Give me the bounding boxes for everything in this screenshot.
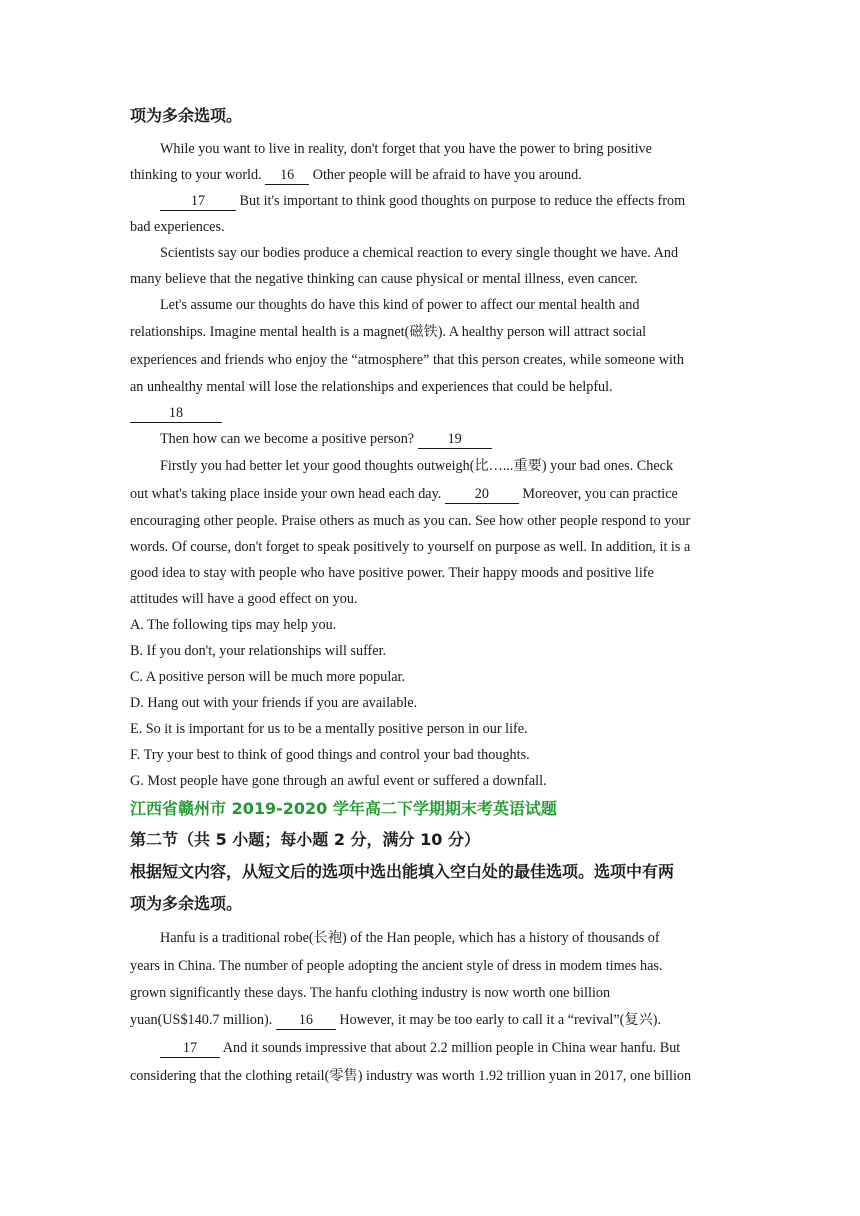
- passage-line: Hanfu is a traditional robe(长袍) of the Han people, which has a history of thousands of: [160, 930, 660, 946]
- passage-text: But it's important to think good thoughts on purpose to reduce the effects from: [239, 193, 686, 209]
- passage-line: [130, 162, 732, 188]
- passage-line: relationships. Imagine mental health is a magnet(磁铁). A healthy person will attract social: [130, 324, 647, 340]
- passage-text: And it sounds impressive that about 2.2 million people in China wear hanfu. But: [222, 1040, 681, 1056]
- passage-line: attitudes will have a good effect on you.: [130, 591, 358, 607]
- passage-text: Other people will be afraid to have you around.: [312, 167, 582, 183]
- passage-line: grown significantly these days. The hanfu clothing industry is now worth one billion: [130, 985, 611, 1001]
- passage-text: However, it may be too early to call it a “revival”(复兴).: [339, 1012, 662, 1028]
- passage-line: Scientists say our bodies produce a chemical reaction to every single thought we have. And: [160, 245, 679, 261]
- options-list: [130, 612, 732, 794]
- passage-line: words. Of course, don't forget to speak positively to yourself on purpose as well. In addition, it is a: [130, 539, 691, 555]
- passage-line: an unhealthy mental will lose the relationships and experiences that could be helpful.: [130, 379, 613, 395]
- passage-line: years in China. The number of people adopting the ancient style of dress in modem times has.: [130, 958, 663, 974]
- instruction-line: 项为多余选项。: [130, 894, 243, 913]
- passage-line: Let's assume our thoughts do have this kind of power to affect our mental health and: [160, 297, 640, 313]
- passage-line: [130, 188, 732, 214]
- passage-line: [130, 400, 732, 426]
- passage-line: considering that the clothing retail(零售) industry was worth 1.92 trillion yuan in 2017, one billion: [130, 1068, 692, 1084]
- passage-line: [130, 1034, 732, 1062]
- passage-text: Then how can we become a positive person?: [160, 431, 415, 447]
- passage-line: [130, 480, 732, 508]
- passage-line: Firstly you had better let your good thoughts outweigh(比…...重要) your bad ones. Check: [160, 458, 674, 474]
- blank-18[interactable]: 18: [130, 404, 222, 423]
- blank-17[interactable]: 17: [160, 192, 236, 211]
- passage-line: good idea to stay with people who have positive power. Their happy moods and positive life: [130, 565, 654, 581]
- section-heading: 第二节（共 5 小题；每小题 2 分，满分 10 分）: [130, 830, 480, 849]
- passage-line: [130, 1006, 732, 1034]
- passage-text: yuan(US$140.7 million).: [130, 1012, 273, 1028]
- instruction-line: 根据短文内容，从短文后的选项中选出能填入空白处的最佳选项。选项中有两: [130, 862, 675, 881]
- option-c: C. A positive person will be much more popular.: [130, 669, 406, 685]
- passage-line: bad experiences.: [130, 219, 225, 235]
- blank-16[interactable]: 16: [276, 1011, 336, 1030]
- passage-text: thinking to your world.: [130, 167, 262, 183]
- blank-19[interactable]: 19: [418, 430, 492, 449]
- passage-text: out what's taking place inside your own head each day.: [130, 486, 442, 502]
- passage-line: experiences and friends who enjoy the “atmosphere” that this person creates, while someone with: [130, 352, 684, 368]
- option-g: G. Most people have gone through an awful event or suffered a downfall.: [130, 773, 547, 789]
- exam-source-title: 江西省赣州市 2019-2020 学年高二下学期期末考英语试题: [130, 799, 557, 818]
- passage-line: [130, 426, 732, 452]
- option-f: F. Try your best to think of good things and control your bad thoughts.: [130, 747, 530, 763]
- option-b: B. If you don't, your relationships will suffer.: [130, 643, 387, 659]
- instruction-heading-tail: 项为多余选项。: [130, 106, 243, 125]
- option-d: D. Hang out with your friends if you are available.: [130, 695, 418, 711]
- blank-16[interactable]: 16: [265, 166, 309, 185]
- blank-17[interactable]: 17: [160, 1039, 220, 1058]
- passage-line: While you want to live in reality, don't forget that you have the power to bring positive: [160, 141, 652, 157]
- passage-line: many believe that the negative thinking can cause physical or mental illness, even cancer.: [130, 271, 638, 287]
- option-e: E. So it is important for us to be a mentally positive person in our life.: [130, 721, 528, 737]
- document-content: [130, 100, 732, 1090]
- passage-text: Moreover, you can practice: [522, 486, 678, 502]
- option-a: A. The following tips may help you.: [130, 617, 337, 633]
- passage-line: encouraging other people. Praise others as much as you can. See how other people respond to your: [130, 513, 691, 529]
- blank-20[interactable]: 20: [445, 485, 519, 504]
